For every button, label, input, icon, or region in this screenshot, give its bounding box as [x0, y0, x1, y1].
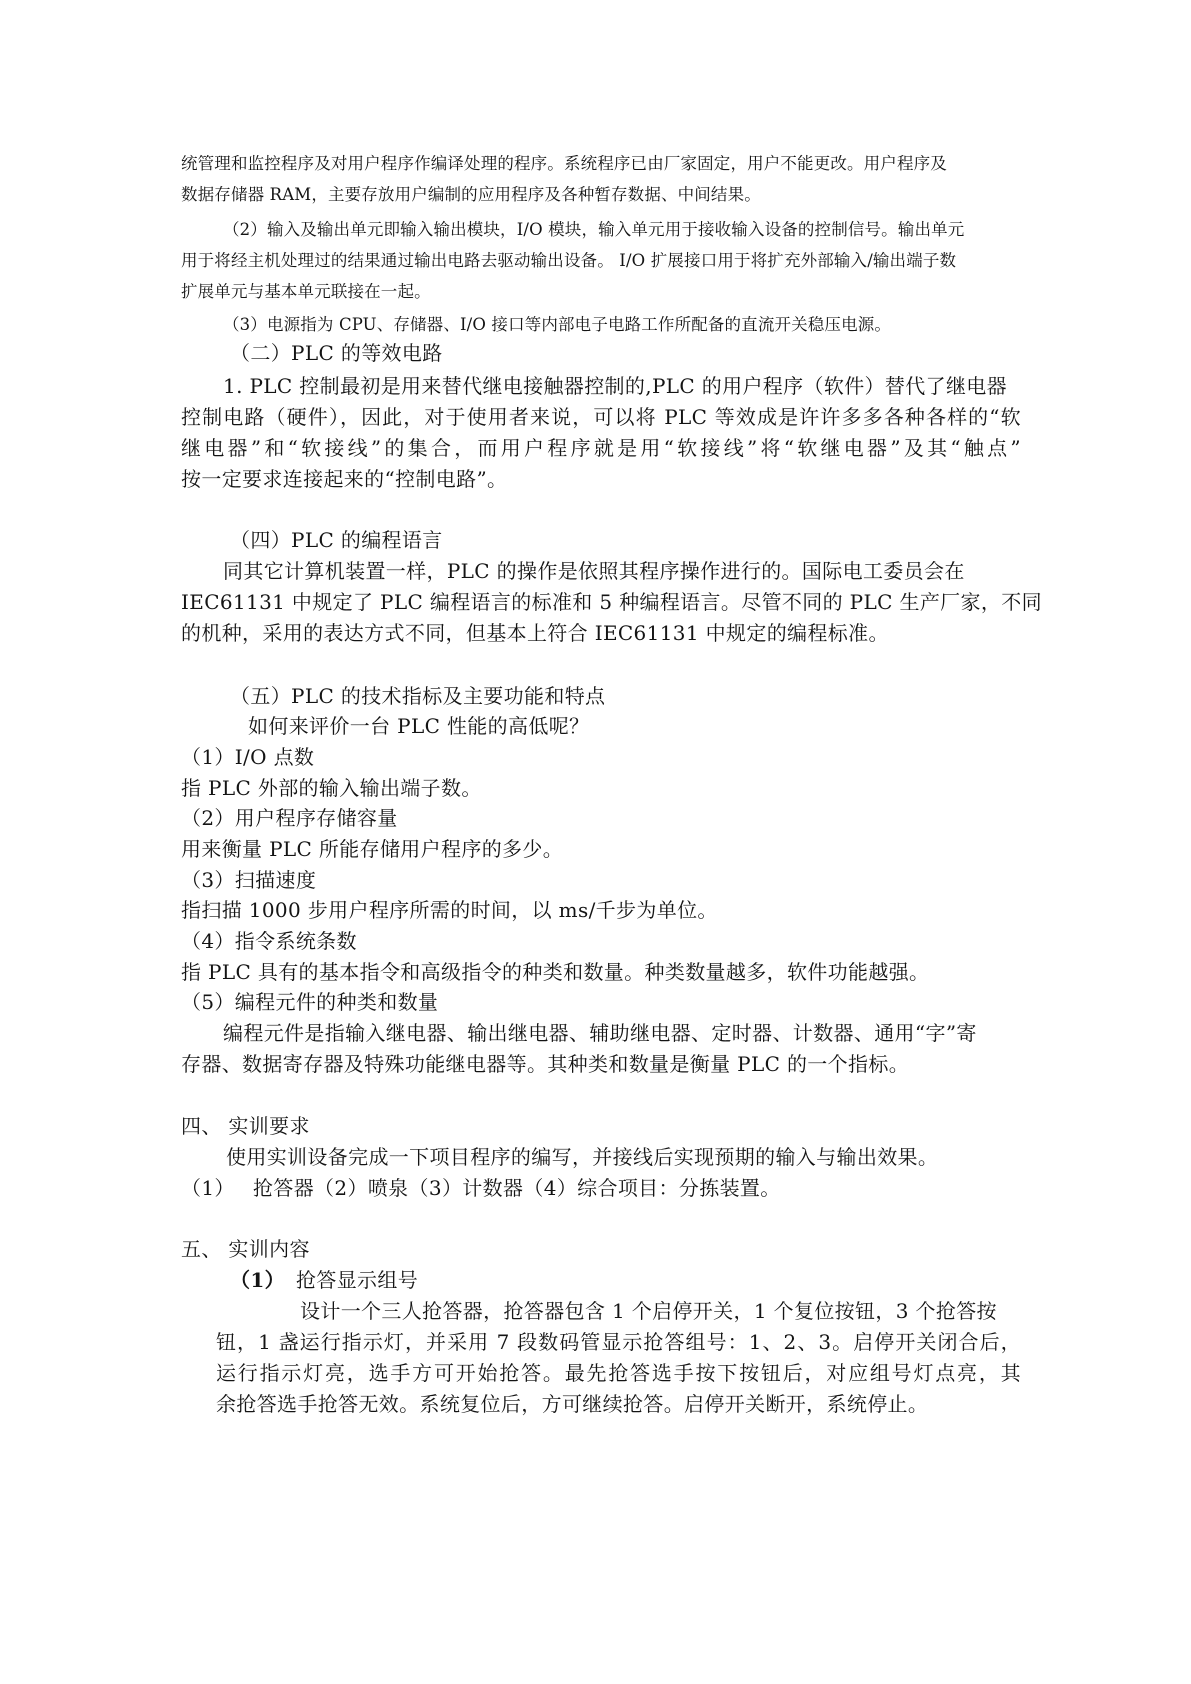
- prog-line-2: IEC61131 中规定了 PLC 编程语言的标准和 5 种编程语言。尽管不同的 PLC 生产厂家，不同: [181, 590, 1042, 614]
- intro-line-1: 统管理和监控程序及对用户程序作编译处理的程序。系统程序已由厂家固定，用户不能更改。用户程序及: [181, 154, 947, 173]
- spec-item-desc: 指 PLC 具有的基本指令和高级指令的种类和数量。种类数量越多，软件功能越强。: [181, 960, 930, 984]
- prog-line-3: 的机种，采用的表达方式不同，但基本上符合 IEC61131 中规定的编程标准。: [181, 621, 889, 645]
- requirements-line-2: 抢答器（2）喷泉（3）计数器（4）综合项目：分拣装置。: [253, 1176, 781, 1200]
- equiv-line-1: 1. PLC 控制最初是用来替代继电接触器控制的,PLC 的用户程序（软件）替代了继电器: [223, 374, 1007, 398]
- spec-item-title: （2）用户程序存储容量: [181, 806, 398, 830]
- equiv-line-2: 控制电路（硬件），因此，对于使用者来说，可以将 PLC 等效成是许许多多各种各样的“软: [181, 405, 1021, 429]
- content-line-1: 设计一个三人抢答器，抢答器包含 1 个启停开关，1 个复位按钮，3 个抢答按: [300, 1299, 997, 1323]
- intro-line-4: 用于将经主机处理过的结果通过输出电路去驱动输出设备。 I/O 扩展接口用于将扩充外部输入/输出端子数: [181, 251, 957, 270]
- requirements-item-number: （1）: [181, 1176, 235, 1200]
- spec-item-title: （1）I/O 点数: [181, 745, 315, 769]
- tech-question: 如何来评价一台 PLC 性能的高低呢？: [248, 714, 590, 738]
- spec-item-title: （5）编程元件的种类和数量: [181, 990, 439, 1014]
- intro-line-6: （3）电源指为 CPU、存储器、I/O 接口等内部电子电路工作所配备的直流开关稳压电源。: [223, 315, 892, 334]
- intro-line-3: （2）输入及输出单元即输入输出模块，I/O 模块，输入单元用于接收输入设备的控制信号。输出单元: [223, 220, 965, 239]
- spec-item-desc: 指扫描 1000 步用户程序所需的时间，以 ms/千步为单位。: [181, 898, 718, 922]
- content-line-2: 钮，1 盏运行指示灯，并采用 7 段数码管显示抢答组号：1、2、3。启停开关闭合后，: [216, 1330, 1021, 1354]
- section-heading-content: 五、 实训内容: [181, 1237, 310, 1261]
- equiv-line-3: 继电器”和“软接线”的集合，而用户程序就是用“软接线”将“软继电器”及其“触点”: [181, 436, 1021, 460]
- content-subsection-number: （1）: [230, 1268, 285, 1292]
- intro-line-5: 扩展单元与基本单元联接在一起。: [181, 282, 431, 301]
- spec-item-desc: 用来衡量 PLC 所能存储用户程序的多少。: [181, 837, 564, 861]
- intro-line-2: 数据存储器 RAM，主要存放用户编制的应用程序及各种暂存数据、中间结果。: [181, 185, 761, 204]
- section-heading-equiv-circuit: （二）PLC 的等效电路: [230, 341, 443, 365]
- content-line-4: 余抢答选手抢答无效。系统复位后，方可继续抢答。启停开关断开，系统停止。: [216, 1392, 929, 1416]
- spec-item-title: （3）扫描速度: [181, 868, 317, 892]
- content-line-3: 运行指示灯亮，选手方可开始抢答。最先抢答选手按下按钮后，对应组号灯点亮，其: [216, 1361, 1021, 1385]
- prog-line-1: 同其它计算机装置一样，PLC 的操作是依照其程序操作进行的。国际电工委员会在: [223, 559, 965, 583]
- spec-item-5-line-1: 编程元件是指输入继电器、输出继电器、辅助继电器、定时器、计数器、通用“字”寄: [223, 1021, 977, 1045]
- spec-item-5-line-2: 存器、数据寄存器及特殊功能继电器等。其种类和数量是衡量 PLC 的一个指标。: [181, 1052, 910, 1076]
- spec-item-title: （4）指令系统条数: [181, 929, 357, 953]
- section-heading-prog-language: （四）PLC 的编程语言: [230, 528, 443, 552]
- section-heading-requirements: 四、 实训要求: [181, 1114, 310, 1138]
- spec-item-desc: 指 PLC 外部的输入输出端子数。: [181, 776, 482, 800]
- section-heading-tech-specs: （五）PLC 的技术指标及主要功能和特点: [230, 684, 606, 708]
- requirements-line-1: 使用实训设备完成一下项目程序的编写，并接线后实现预期的输入与输出效果。: [226, 1145, 939, 1169]
- equiv-line-4: 按一定要求连接起来的“控制电路”。: [181, 467, 508, 491]
- content-subsection-title: 抢答显示组号: [296, 1268, 419, 1292]
